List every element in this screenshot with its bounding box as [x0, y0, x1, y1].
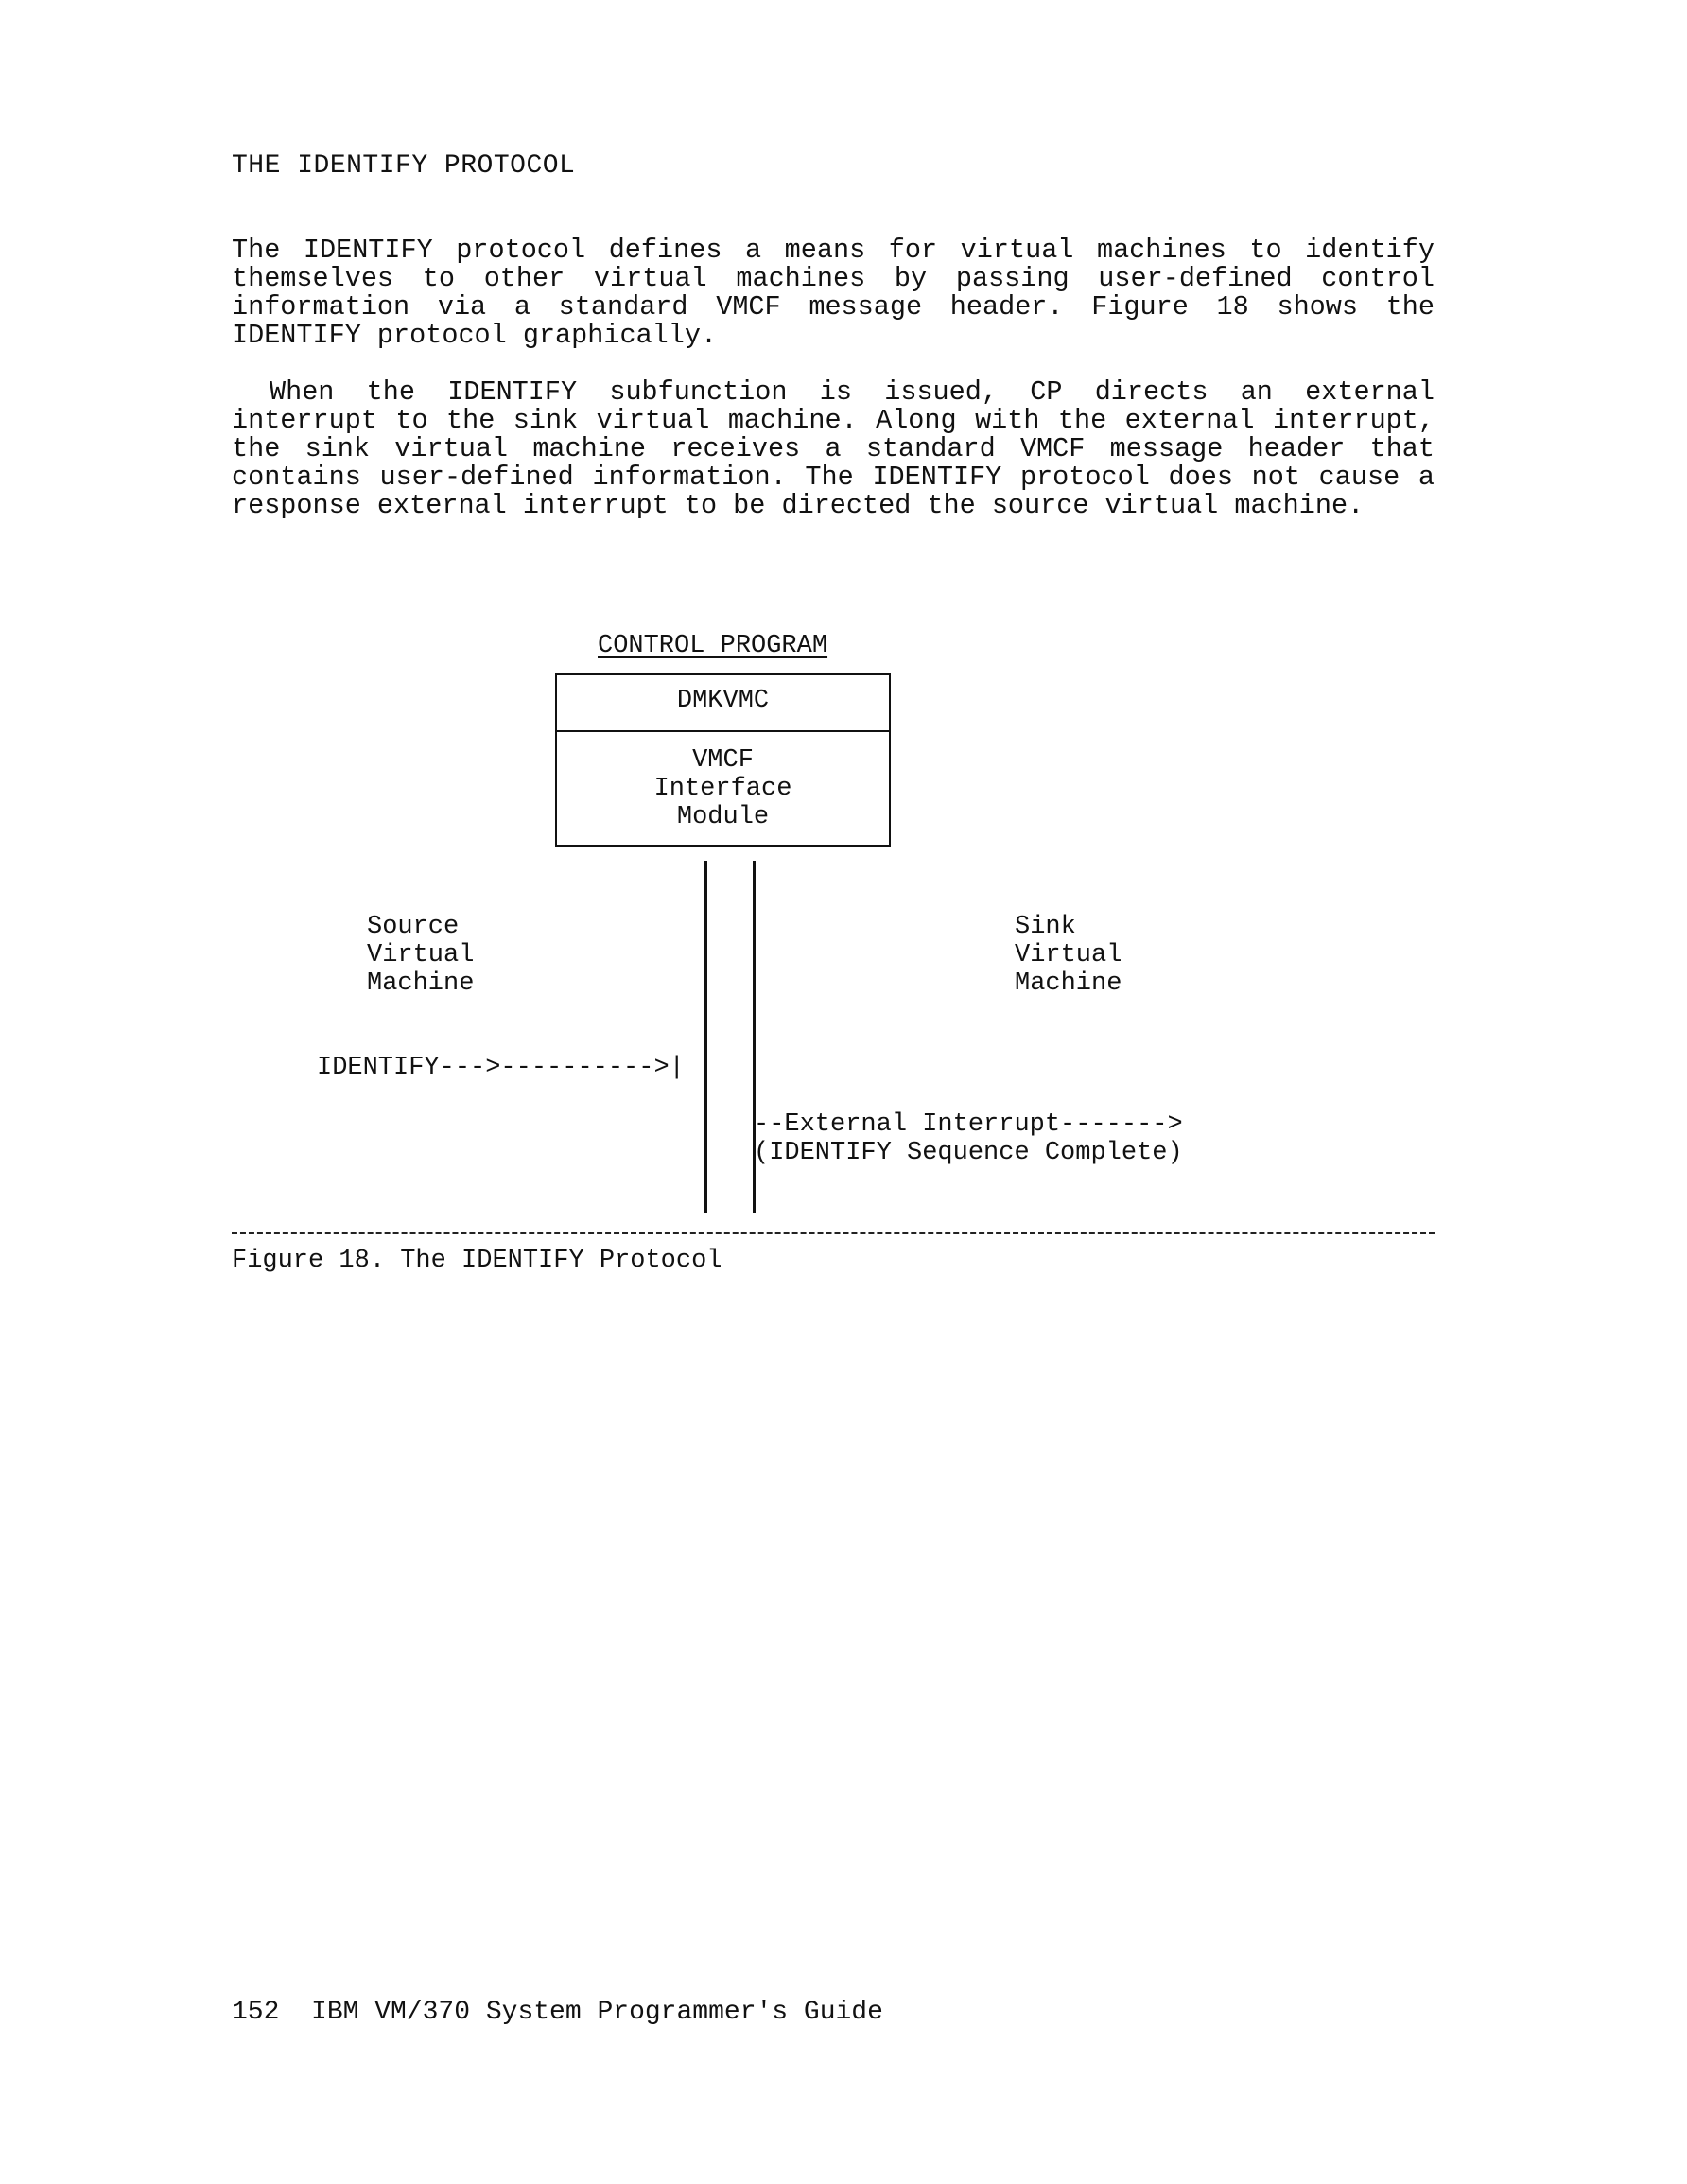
- identify-arrow: IDENTIFY--->---------->|: [317, 1054, 685, 1082]
- paragraph-intro: The IDENTIFY protocol defines a means for virtual machines to identify themselves to other virtual machines by passing user-defined control information via a standard VMCF message header. Figure 18 shows the IDENTIFY protocol graphically.: [232, 235, 1435, 351]
- module-description: VMCF Interface Module: [653, 746, 792, 831]
- external-interrupt-arrow: --External Interrupt-------> (IDENTIFY Sequence Complete): [754, 1110, 1183, 1167]
- sink-vm-label: Sink Virtual Machine: [1015, 913, 1122, 998]
- page-footer: 152 IBM VM/370 System Programmer's Guide: [232, 1998, 883, 2027]
- control-program-label: CONTROL PROGRAM: [598, 632, 828, 660]
- module-divider: [557, 730, 889, 732]
- figure-separator: [232, 1232, 1435, 1234]
- vertical-line-left: [704, 861, 707, 1213]
- section-heading: THE IDENTIFY PROTOCOL: [232, 151, 576, 181]
- paragraph-subfunction: When the IDENTIFY subfunction is issued, CP directs an external interrupt to the sink virtual machine. Along with the external interrupt, the sink virtual machine receives a standard VMCF message header that contains user-defined information. The IDENTIFY protocol does not cause a response external interrupt to be directed the source virtual machine.: [232, 376, 1435, 521]
- source-vm-label: Source Virtual Machine: [367, 913, 475, 998]
- module-name: DMKVMC: [676, 687, 770, 715]
- figure-caption: Figure 18. The IDENTIFY Protocol: [232, 1247, 722, 1275]
- dmkvmc-module-box: [555, 673, 891, 847]
